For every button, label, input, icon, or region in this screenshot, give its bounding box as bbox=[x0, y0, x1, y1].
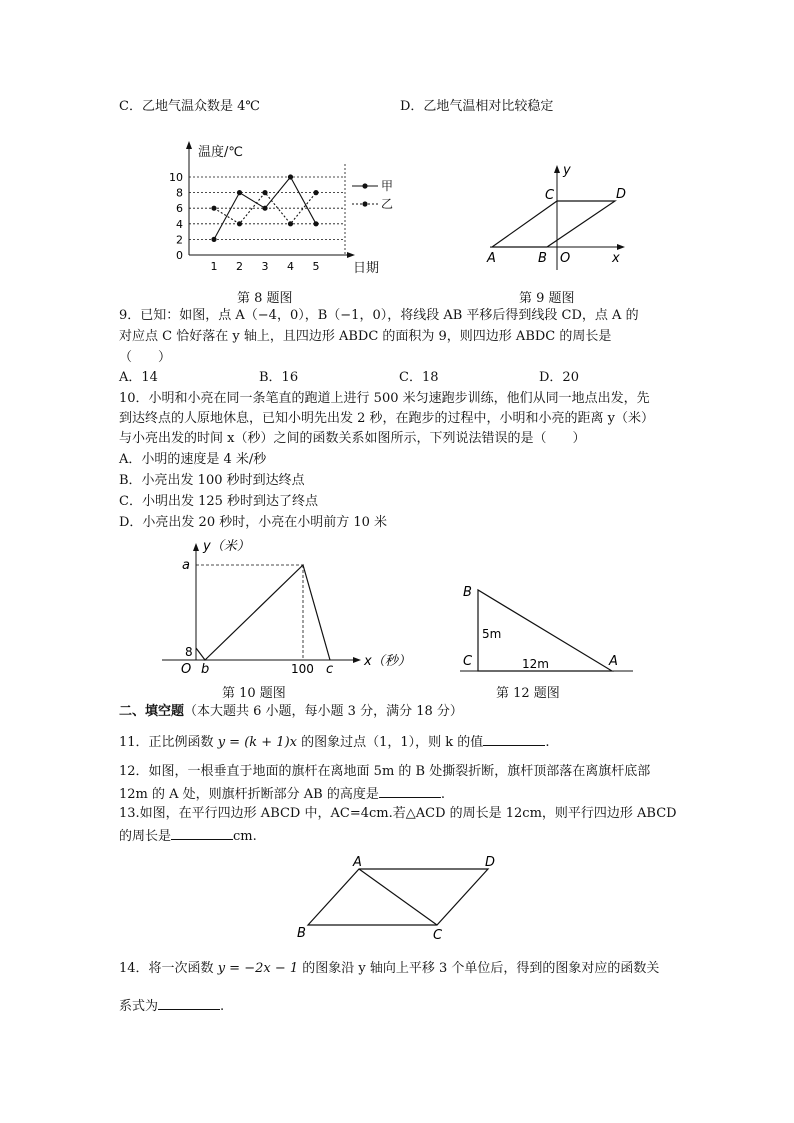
q13-unit: cm. bbox=[233, 829, 257, 844]
fig9-label-y: y bbox=[563, 163, 571, 178]
fig10-label-b: b bbox=[201, 662, 210, 677]
fig13-label-b: B bbox=[297, 926, 306, 941]
fig10-label-x: x（秒） bbox=[364, 654, 411, 669]
q10-line3: 与小亮出发的时间 x（秒）之间的函数关系如图所示，下列说法错误的是（ ） bbox=[119, 431, 586, 446]
fig10-label-c: c bbox=[326, 662, 334, 677]
q14-line2 bbox=[119, 996, 224, 1016]
q11-prefix: 11．正比例函数 bbox=[119, 735, 218, 750]
fig10-label-o: O bbox=[181, 662, 192, 677]
fig13-label-a: A bbox=[353, 855, 362, 870]
q14-answer-blank[interactable] bbox=[158, 996, 220, 1010]
figure-9-caption: 第 9 题图 bbox=[519, 291, 575, 306]
q9-option-b: B．16 bbox=[259, 370, 299, 385]
x-tick-label: 4 bbox=[287, 260, 294, 273]
fig12-label-5m: 5m bbox=[482, 627, 502, 641]
fig9-label-o: O bbox=[560, 251, 571, 266]
fig10-label-8: 8 bbox=[185, 645, 193, 659]
q14-end: . bbox=[220, 999, 225, 1014]
fig9-label-a: A bbox=[487, 251, 496, 266]
q14-formula: y = −2x − 1 bbox=[217, 961, 299, 976]
y-tick-label: 10 bbox=[169, 171, 183, 184]
x-tick-label: 2 bbox=[236, 260, 243, 273]
fig9-label-b: B bbox=[538, 251, 547, 266]
fig13-diagonal-ac bbox=[359, 869, 437, 925]
q10-option-a: A．小明的速度是 4 米/秒 bbox=[119, 452, 267, 467]
figure-8-caption: 第 8 题图 bbox=[237, 291, 293, 306]
q9-option-d: D．20 bbox=[539, 370, 579, 385]
x-tick-label: 1 bbox=[210, 260, 218, 273]
q9-line2: 对应点 C 恰好落在 y 轴上，且四边形 ABDC 的面积为 9，则四边形 ABDC 的周长是 bbox=[119, 329, 612, 344]
legend-yi-label: 乙 bbox=[381, 197, 394, 211]
fig9-label-c: C bbox=[545, 188, 555, 203]
fig10-label-a: a bbox=[182, 558, 190, 573]
fig12-label-b: B bbox=[463, 585, 472, 600]
x-tick-label: 3 bbox=[261, 260, 269, 273]
y-tick-label: 0 bbox=[176, 249, 183, 262]
option-c-top: C．乙地气温众数是 4℃ bbox=[119, 99, 260, 114]
q12-line2-text: 12m 的 A 处，则旗杆折断部分 AB 的高度是 bbox=[119, 787, 379, 802]
fig12-label-c: C bbox=[463, 654, 473, 669]
y-tick-label: 2 bbox=[176, 233, 183, 247]
option-d-top: D．乙地气温相对比较稳定 bbox=[400, 99, 554, 114]
chart-xlabel: 日期 bbox=[353, 261, 380, 276]
q14-prefix: 14．将一次函数 bbox=[119, 961, 218, 976]
fig12-label-12m: 12m bbox=[522, 657, 549, 671]
q14-suffix: 的图象沿 y 轴向上平移 3 个单位后，得到的图象对应的函数关 bbox=[298, 961, 660, 976]
q10-option-c: C．小明出发 125 秒时到达了终点 bbox=[119, 494, 319, 509]
q13-line2-text: 的周长是 bbox=[119, 829, 172, 844]
q12-line1: 12．如图，一根垂直于地面的旗杆在离地面 5m 的 B 处撕裂折断，旗杆顶部落在离旗杆底部 bbox=[119, 764, 651, 779]
fig10-label-y: y（米） bbox=[203, 539, 250, 554]
q12-end: . bbox=[440, 787, 446, 802]
section2-title: 二、填空题 bbox=[119, 704, 185, 719]
y-tick-label: 4 bbox=[176, 217, 183, 231]
fig12-label-a: A bbox=[609, 654, 618, 669]
figure-12-caption: 第 12 题图 bbox=[496, 686, 560, 701]
y-tick-label: 8 bbox=[176, 186, 183, 200]
chart-ylabel: 温度/℃ bbox=[198, 145, 243, 160]
q9-line1: 9．已知：如图，点 A（−4，0），B（−1，0），将线段 AB 平移后得到线段 CD，点 A 的 bbox=[119, 308, 639, 323]
q11-suffix: 的图象过点（1，1），则 k 的值 bbox=[296, 735, 484, 750]
q14-line1 bbox=[119, 960, 659, 978]
q10-line1: 10．小明和小亮在同一条笔直的跑道上进行 500 米匀速跑步训练，他们从同一地点出发，先 bbox=[119, 391, 650, 406]
q9-option-c: C．18 bbox=[399, 370, 439, 385]
figure-10-caption: 第 10 题图 bbox=[222, 686, 286, 701]
q14-line2-text: 系式为 bbox=[119, 999, 159, 1014]
legend-jia-label: 甲 bbox=[381, 179, 394, 193]
q11-formula: y = (k + 1)x bbox=[217, 735, 297, 750]
section2-desc: （本大题共 6 小题，每小题 3 分，满分 18 分） bbox=[184, 704, 463, 719]
q9-option-a: A．14 bbox=[119, 370, 158, 385]
fig13-label-d: D bbox=[485, 855, 496, 870]
q13-line1: 13.如图，在平行四边形 ABCD 中，AC=4cm.若△ACD 的周长是 12cm，则平行四边形 ABCD bbox=[119, 806, 677, 821]
q11-end: . bbox=[545, 735, 550, 750]
fig10-label-100: 100 bbox=[291, 662, 314, 676]
fig13-label-c: C bbox=[433, 928, 443, 943]
q9-line3: （ ） bbox=[119, 350, 172, 365]
y-tick-label: 6 bbox=[176, 202, 183, 216]
fig9-label-d: D bbox=[616, 187, 627, 202]
q10-option-b: B．小亮出发 100 秒时到达终点 bbox=[119, 473, 305, 488]
q10-option-d: D．小亮出发 20 秒时，小亮在小明前方 10 米 bbox=[119, 515, 388, 530]
q10-line2: 到达终点的人原地休息，已知小明先出发 2 秒，在跑步的过程中，小明和小亮的距离 y（米） bbox=[119, 411, 655, 426]
x-tick-label: 5 bbox=[312, 260, 320, 273]
fig9-label-x: x bbox=[612, 251, 620, 266]
